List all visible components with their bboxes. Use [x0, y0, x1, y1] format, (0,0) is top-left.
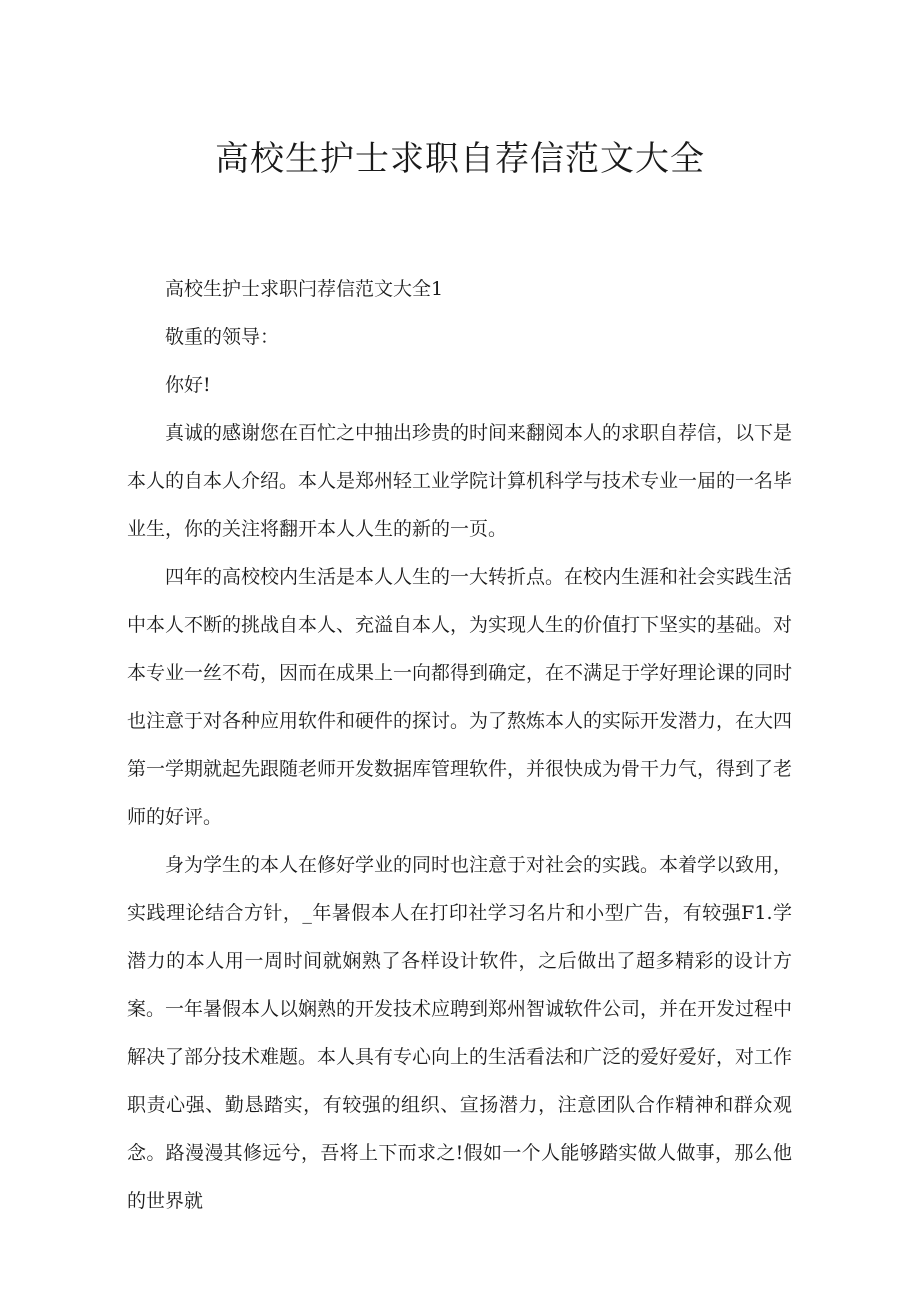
document-title: 高校生护士求职自荐信范文大全: [215, 139, 705, 179]
paragraph: 四年的高校校内生活是本人人生的一大转折点。在校内生涯和社会实践生活中本人不断的挑战自本人、充溢自本人，为实现人生的价值打下坚实的基础。对本专业一丝不苟，因而在成果上一向都得到确定，在不满足于学好理论课的同时也注意于对各种应用软件和硬件的探讨。为了熬炼本人的实际开发潜力，在大四第一学期就起先跟随老师开发数据库管理软件，并很快成为骨干力气，得到了老师的好评。: [127, 566, 793, 828]
paragraph: 身为学生的本人在修好学业的同时也注意于对社会的实践。本着学以致用，实践理论结合方针，_年暑假本人在打印社学习名片和小型广告，有较强F1.学潜力的本人用一周时间就娴熟了各样设计软件，之后做出了超多精彩的设计方案。一年暑假本人以娴熟的开发技术应聘到郑州智诚软件公司，并在开发过程中解决了部分技术难题。本人具有专心向上的生活看法和广泛的爱好爱好，对工作职责心强、勤恳踏实，有较强的组织、宣扬潜力，注意团队合作精神和群众观念。路漫漫其修远兮，吾将上下而求之!假如一个人能够踏实做人做事，那么他的世界就: [127, 854, 793, 1212]
section-heading: 高校生护士求职闩荐信范文大全1: [165, 278, 444, 300]
document-body: [127, 265, 792, 1225]
greeting: 你好!: [165, 374, 211, 396]
salutation: 敬重的领导：: [165, 326, 280, 348]
paragraph: 真诚的感谢您在百忙之中抽出珍贵的时间来翻阅本人的求职自荐信，以下是本人的自本人介绍。本人是郑州轻工业学院计算机科学与技术专业一届的一名毕业生，你的关注将翻开本人人生的新的一页。: [127, 422, 793, 540]
